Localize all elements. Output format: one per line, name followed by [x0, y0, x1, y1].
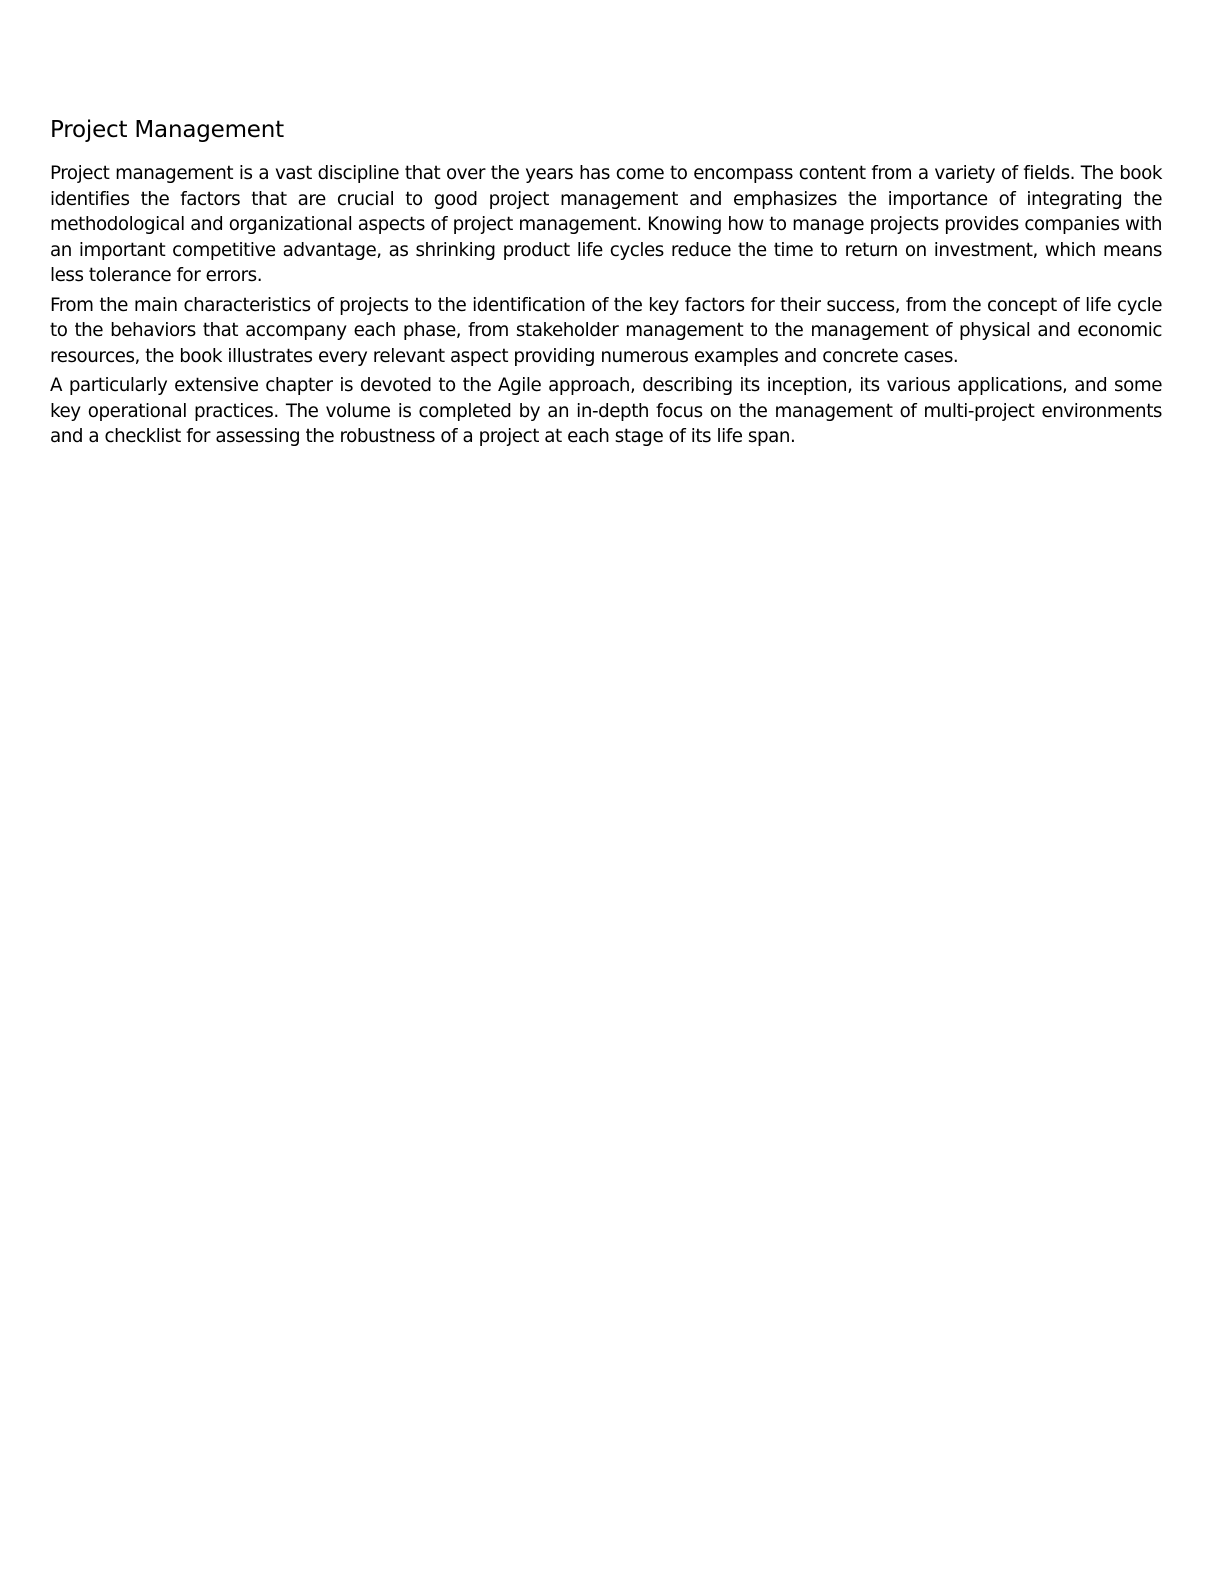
paragraph-agile: A particularly extensive chapter is devoted to the Agile approach, describing its inception, its various applications, and some key operational practices. The volume is completed by an in-depth focus on the management of multi-project environments and a checklist for assessing the robustness of a project at each stage of its life span.: [50, 375, 1162, 447]
document-body: [50, 114, 1162, 454]
paragraph-scope: From the main characteristics of projects to the identification of the key factors for their success, from the concept of life cycle to the behaviors that accompany each phase, from stakeholder management to the management of physical and economic resources, the book illustrates every relevant aspect providing numerous examples and concrete cases.: [50, 294, 1162, 367]
paragraph-intro: Project management is a vast discipline that over the years has come to encompass content from a variety of fields. The book identifies the factors that are crucial to good project management and emphasizes the importance of integrating the methodological and organizational aspects of project management. Knowing how to manage projects provides companies with an important competitive advantage, as shrinking product life cycles reduce the time to return on investment, which means less tolerance for errors.: [50, 163, 1162, 286]
page-title: Project Management: [50, 117, 284, 143]
